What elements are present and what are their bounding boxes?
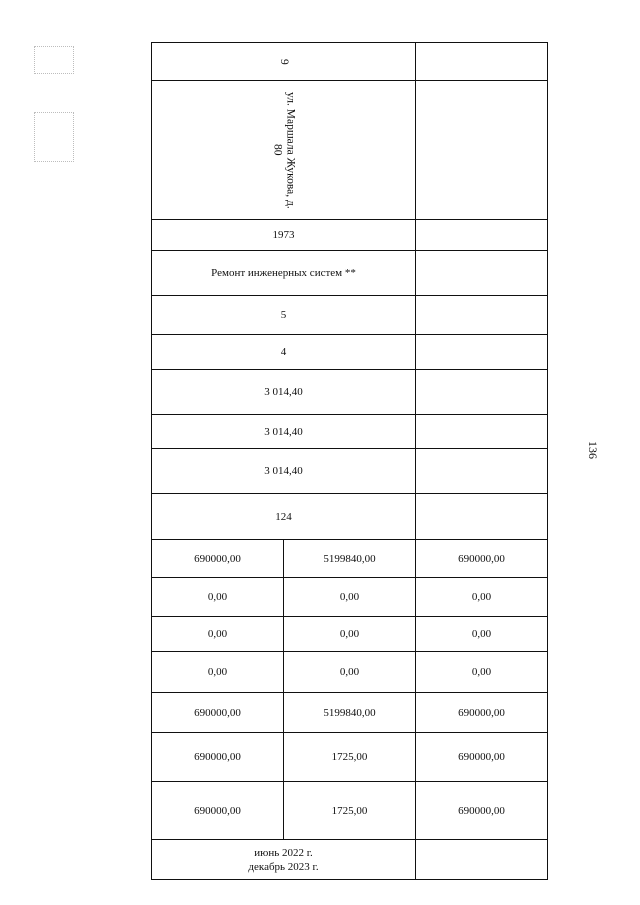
cell-empty (416, 840, 548, 880)
cell-money: 0,00 (416, 652, 548, 693)
housing-repair-table (151, 42, 548, 880)
table-row-money (152, 652, 548, 693)
scan-artifact-bottom (34, 112, 74, 162)
page-number: 136 (586, 441, 600, 459)
period-start: июнь 2022 г. (254, 846, 313, 859)
cell-money: 0,00 (284, 578, 416, 617)
address-text: ул. Маршала Жукова, д. 80 (271, 91, 297, 209)
cell-empty (416, 449, 548, 494)
table-row-address (152, 81, 548, 220)
cell-empty (416, 43, 548, 81)
table-row-money (152, 578, 548, 617)
cell-area-1: 3 014,40 (152, 370, 416, 415)
cell-empty (416, 415, 548, 449)
cell-money: 690000,00 (152, 540, 284, 578)
row-number-text: 9 (278, 58, 290, 65)
cell-entrances: 4 (152, 335, 416, 370)
table-row-year (152, 220, 548, 251)
table-row-money (152, 782, 548, 840)
cell-work-type: Ремонт инженерных систем ** (152, 251, 416, 296)
cell-money: 0,00 (152, 578, 284, 617)
cell-floors: 5 (152, 296, 416, 335)
table-row-money (152, 733, 548, 782)
cell-money: 5199840,00 (284, 540, 416, 578)
table-row-money (152, 693, 548, 733)
cell-money: 690000,00 (152, 782, 284, 840)
cell-empty (416, 296, 548, 335)
cell-area-2: 3 014,40 (152, 415, 416, 449)
cell-money: 690000,00 (152, 693, 284, 733)
cell-money: 0,00 (284, 617, 416, 652)
cell-money: 5199840,00 (284, 693, 416, 733)
table-row-floors (152, 296, 548, 335)
table-row-area-2 (152, 415, 548, 449)
cell-money: 1725,00 (284, 782, 416, 840)
cell-money: 0,00 (152, 617, 284, 652)
cell-money: 0,00 (416, 617, 548, 652)
cell-empty (416, 370, 548, 415)
cell-empty (416, 251, 548, 296)
cell-money: 0,00 (284, 652, 416, 693)
cell-period (152, 840, 416, 880)
cell-money: 690000,00 (416, 540, 548, 578)
table-row-entrances (152, 335, 548, 370)
cell-money: 690000,00 (416, 733, 548, 782)
table-row-work-type (152, 251, 548, 296)
table-row-area-3 (152, 449, 548, 494)
table-row-money (152, 540, 548, 578)
cell-address (152, 81, 416, 220)
cell-money: 0,00 (416, 578, 548, 617)
table-row-period (152, 840, 548, 880)
period-end: декабрь 2023 г. (248, 860, 319, 873)
cell-residents: 124 (152, 494, 416, 540)
cell-year: 1973 (152, 220, 416, 251)
cell-money: 1725,00 (284, 733, 416, 782)
cell-money: 690000,00 (416, 782, 548, 840)
table-row-money (152, 617, 548, 652)
table-row-number (152, 43, 548, 81)
cell-money: 0,00 (152, 652, 284, 693)
table-row-area-1 (152, 370, 548, 415)
cell-empty (416, 220, 548, 251)
cell-empty (416, 494, 548, 540)
cell-empty (416, 335, 548, 370)
cell-row-number (152, 43, 416, 81)
cell-empty (416, 81, 548, 220)
table-row-residents (152, 494, 548, 540)
cell-money: 690000,00 (152, 733, 284, 782)
cell-money: 690000,00 (416, 693, 548, 733)
cell-area-3: 3 014,40 (152, 449, 416, 494)
scan-artifact-top (34, 46, 74, 74)
